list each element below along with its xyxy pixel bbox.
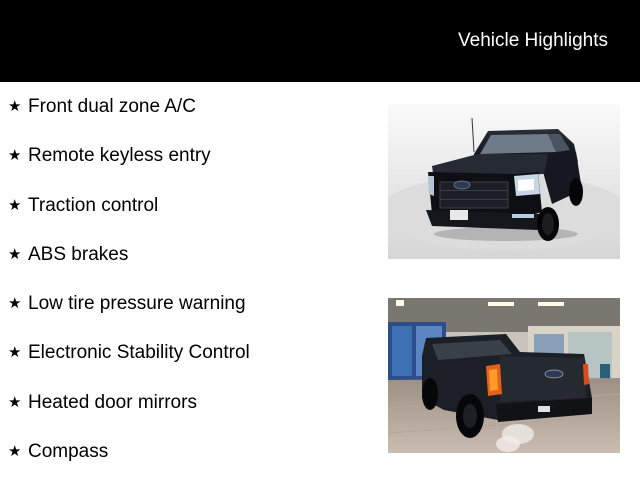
feature-label: ABS brakes — [28, 243, 129, 265]
feature-item — [8, 96, 250, 145]
star-icon: ★ — [8, 98, 22, 115]
feature-item — [8, 441, 250, 490]
feature-label: Traction control — [28, 194, 159, 216]
page-title: Vehicle Highlights — [458, 30, 608, 51]
star-icon: ★ — [8, 344, 22, 362]
feature-item — [8, 293, 250, 342]
feature-label: Electronic Stability Control — [28, 342, 250, 364]
feature-label: Heated door mirrors — [28, 391, 197, 413]
star-icon: ★ — [8, 443, 22, 461]
star-icon: ★ — [8, 393, 22, 411]
star-icon: ★ — [8, 295, 22, 313]
feature-item — [8, 342, 250, 391]
feature-label: Compass — [28, 441, 109, 463]
truck-rear-photo — [388, 298, 620, 453]
feature-item — [8, 145, 250, 194]
feature-item — [8, 392, 250, 441]
feature-item — [8, 244, 250, 293]
feature-label: Front dual zone A/C — [28, 96, 196, 117]
feature-list — [8, 96, 250, 490]
feature-label: Low tire pressure warning — [28, 293, 246, 315]
feature-item — [8, 195, 250, 244]
star-icon: ★ — [8, 147, 22, 165]
feature-label: Remote keyless entry — [28, 145, 211, 167]
star-icon: ★ — [8, 196, 22, 214]
truck-front-photo — [388, 104, 620, 259]
header-bar — [0, 0, 640, 82]
star-icon: ★ — [8, 245, 22, 263]
